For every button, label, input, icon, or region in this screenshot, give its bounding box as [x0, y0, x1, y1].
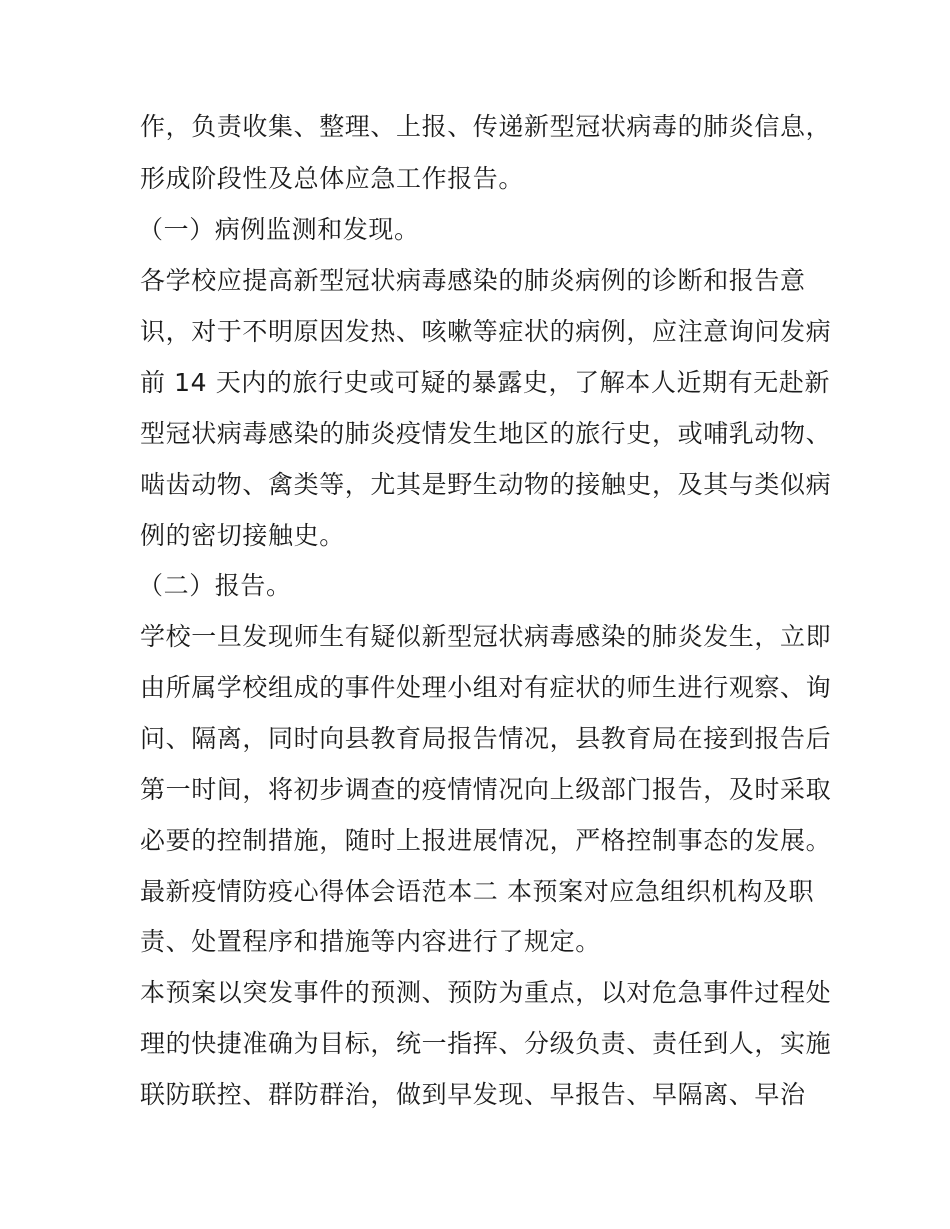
text-line: 必要的控制措施，随时上报进展情况，严格控制事态的发展。: [140, 826, 832, 855]
text-line: 作，负责收集、整理、上报、传递新型冠状病毒的肺炎信息，: [140, 112, 832, 141]
text-line: 问、隔离，同时向县教育局报告情况，县教育局在接到报告后: [140, 724, 832, 753]
section-heading: （二）报告。: [138, 571, 292, 600]
text-line: 型冠状病毒感染的肺炎疫情发生地区的旅行史，或哺乳动物、: [140, 419, 832, 448]
text-line: 第一时间，将初步调查的疫情情况向上级部门报告，及时采取: [140, 775, 832, 804]
text-line: 形成阶段性及总体应急工作报告。: [140, 164, 525, 193]
text-line: 责、处置程序和措施等内容进行了规定。: [140, 927, 601, 956]
text-line: 识，对于不明原因发热、咳嗽等症状的病例，应注意询问发病: [140, 317, 832, 346]
text-line: 最新疫情防疫心得体会语范本二 本预案对应急组织机构及职: [140, 877, 815, 906]
text-line: 由所属学校组成的事件处理小组对有症状的师生进行观察、询: [140, 673, 832, 702]
text-line: 本预案以突发事件的预测、预防为重点，以对危急事件过程处: [140, 978, 832, 1007]
text-line: 理的快捷准确为目标，统一指挥、分级负责、责任到人，实施: [140, 1029, 832, 1058]
text-line: 联防联控、群防群治，做到早发现、早报告、早隔离、早治: [140, 1080, 806, 1109]
text-line: 例的密切接触史。: [140, 521, 345, 550]
text-line: 前 14 天内的旅行史或可疑的暴露史，了解本人近期有无赴新: [140, 368, 831, 397]
text-line: 各学校应提高新型冠状病毒感染的肺炎病例的诊断和报告意: [140, 266, 806, 295]
section-heading: （一）病例监测和发现。: [138, 215, 420, 244]
text-line: 啮齿动物、禽类等，尤其是野生动物的接触史，及其与类似病: [140, 470, 832, 499]
text-line: 学校一旦发现师生有疑似新型冠状病毒感染的肺炎发生，立即: [140, 622, 832, 651]
